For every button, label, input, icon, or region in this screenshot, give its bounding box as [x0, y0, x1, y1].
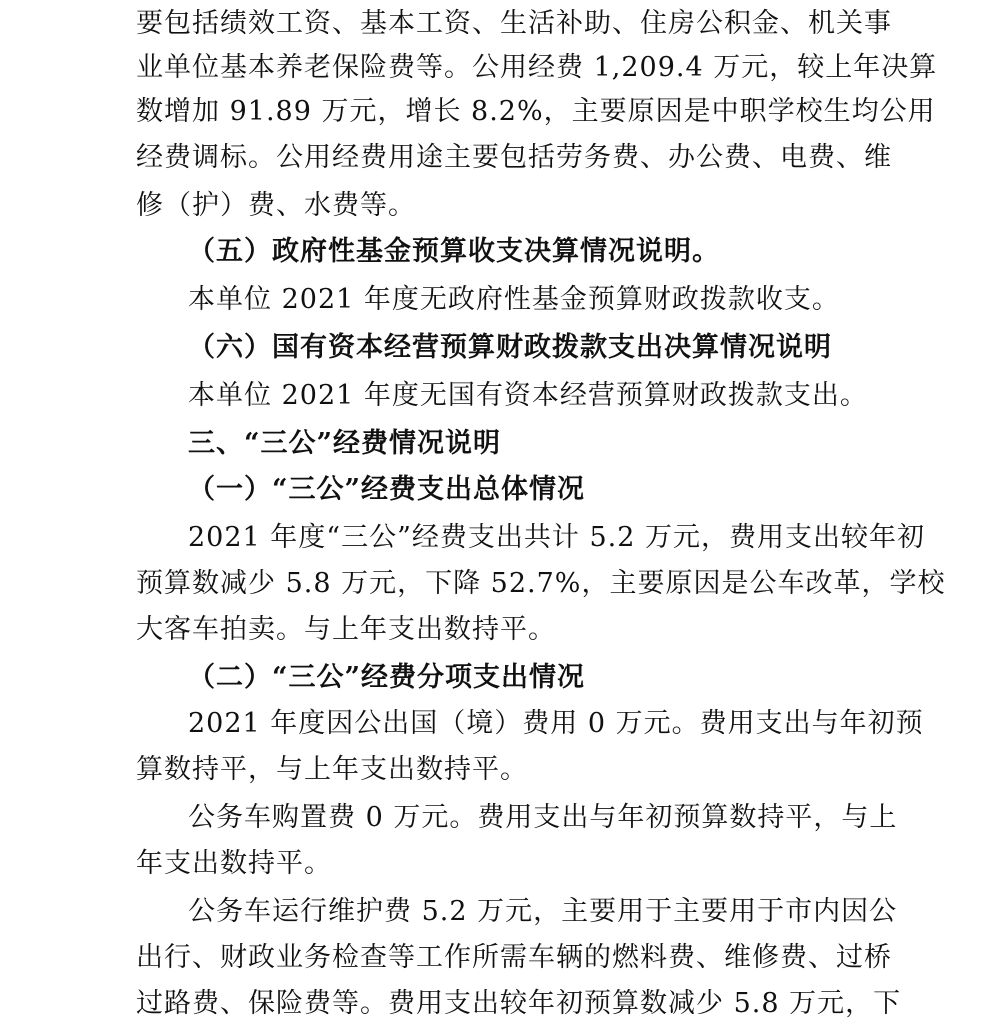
paragraph-line: 算数持平，与上年支出数持平。 — [136, 754, 528, 785]
paragraph-line: 公务车购置费 0 万元。费用支出与年初预算数持平，与上 — [188, 802, 898, 833]
paragraph-line: 数增加 91.89 万元，增长 8.2%，主要原因是中职学校生均公用 — [136, 96, 936, 127]
subsection-heading-1: （一）“三公”经费支出总体情况 — [188, 474, 586, 505]
paragraph-line: 要包括绩效工资、基本工资、生活补助、住房公积金、机关事 — [136, 8, 892, 39]
section-heading-6: （六）国有资本经营预算财政拨款支出决算情况说明 — [188, 332, 832, 363]
paragraph-line: 过路费、保险费等。费用支出较年初预算数减少 5.8 万元，下 — [136, 988, 902, 1019]
paragraph-line: 经费调标。公用经费用途主要包括劳务费、办公费、电费、维 — [136, 142, 892, 173]
paragraph-line: 修（护）费、水费等。 — [136, 190, 416, 221]
paragraph-line: 年支出数持平。 — [136, 848, 332, 879]
paragraph-line: 出行、财政业务检查等工作所需车辆的燃料费、维修费、过桥 — [136, 942, 892, 973]
subsection-heading-2: （二）“三公”经费分项支出情况 — [188, 662, 586, 693]
paragraph-line: 2021 年度因公出国（境）费用 0 万元。费用支出与年初预 — [188, 708, 924, 739]
paragraph-line: 本单位 2021 年度无国有资本经营预算财政拨款支出。 — [188, 380, 868, 411]
paragraph-line: 公务车运行维护费 5.2 万元，主要用于主要用于市内因公 — [188, 896, 898, 927]
paragraph-line: 预算数减少 5.8 万元，下降 52.7%，主要原因是公车改革，学校 — [136, 568, 946, 599]
section-heading-3: 三、“三公”经费情况说明 — [188, 428, 502, 459]
paragraph-line: 2021 年度“三公”经费支出共计 5.2 万元，费用支出较年初 — [188, 522, 926, 553]
paragraph-line: 大客车拍卖。与上年支出数持平。 — [136, 614, 556, 645]
paragraph-line: 本单位 2021 年度无政府性基金预算财政拨款收支。 — [188, 284, 840, 315]
section-heading-5: （五）政府性基金预算收支决算情况说明。 — [188, 236, 720, 267]
paragraph-line: 业单位基本养老保险费等。公用经费 1,209.4 万元，较上年决算 — [136, 52, 938, 83]
